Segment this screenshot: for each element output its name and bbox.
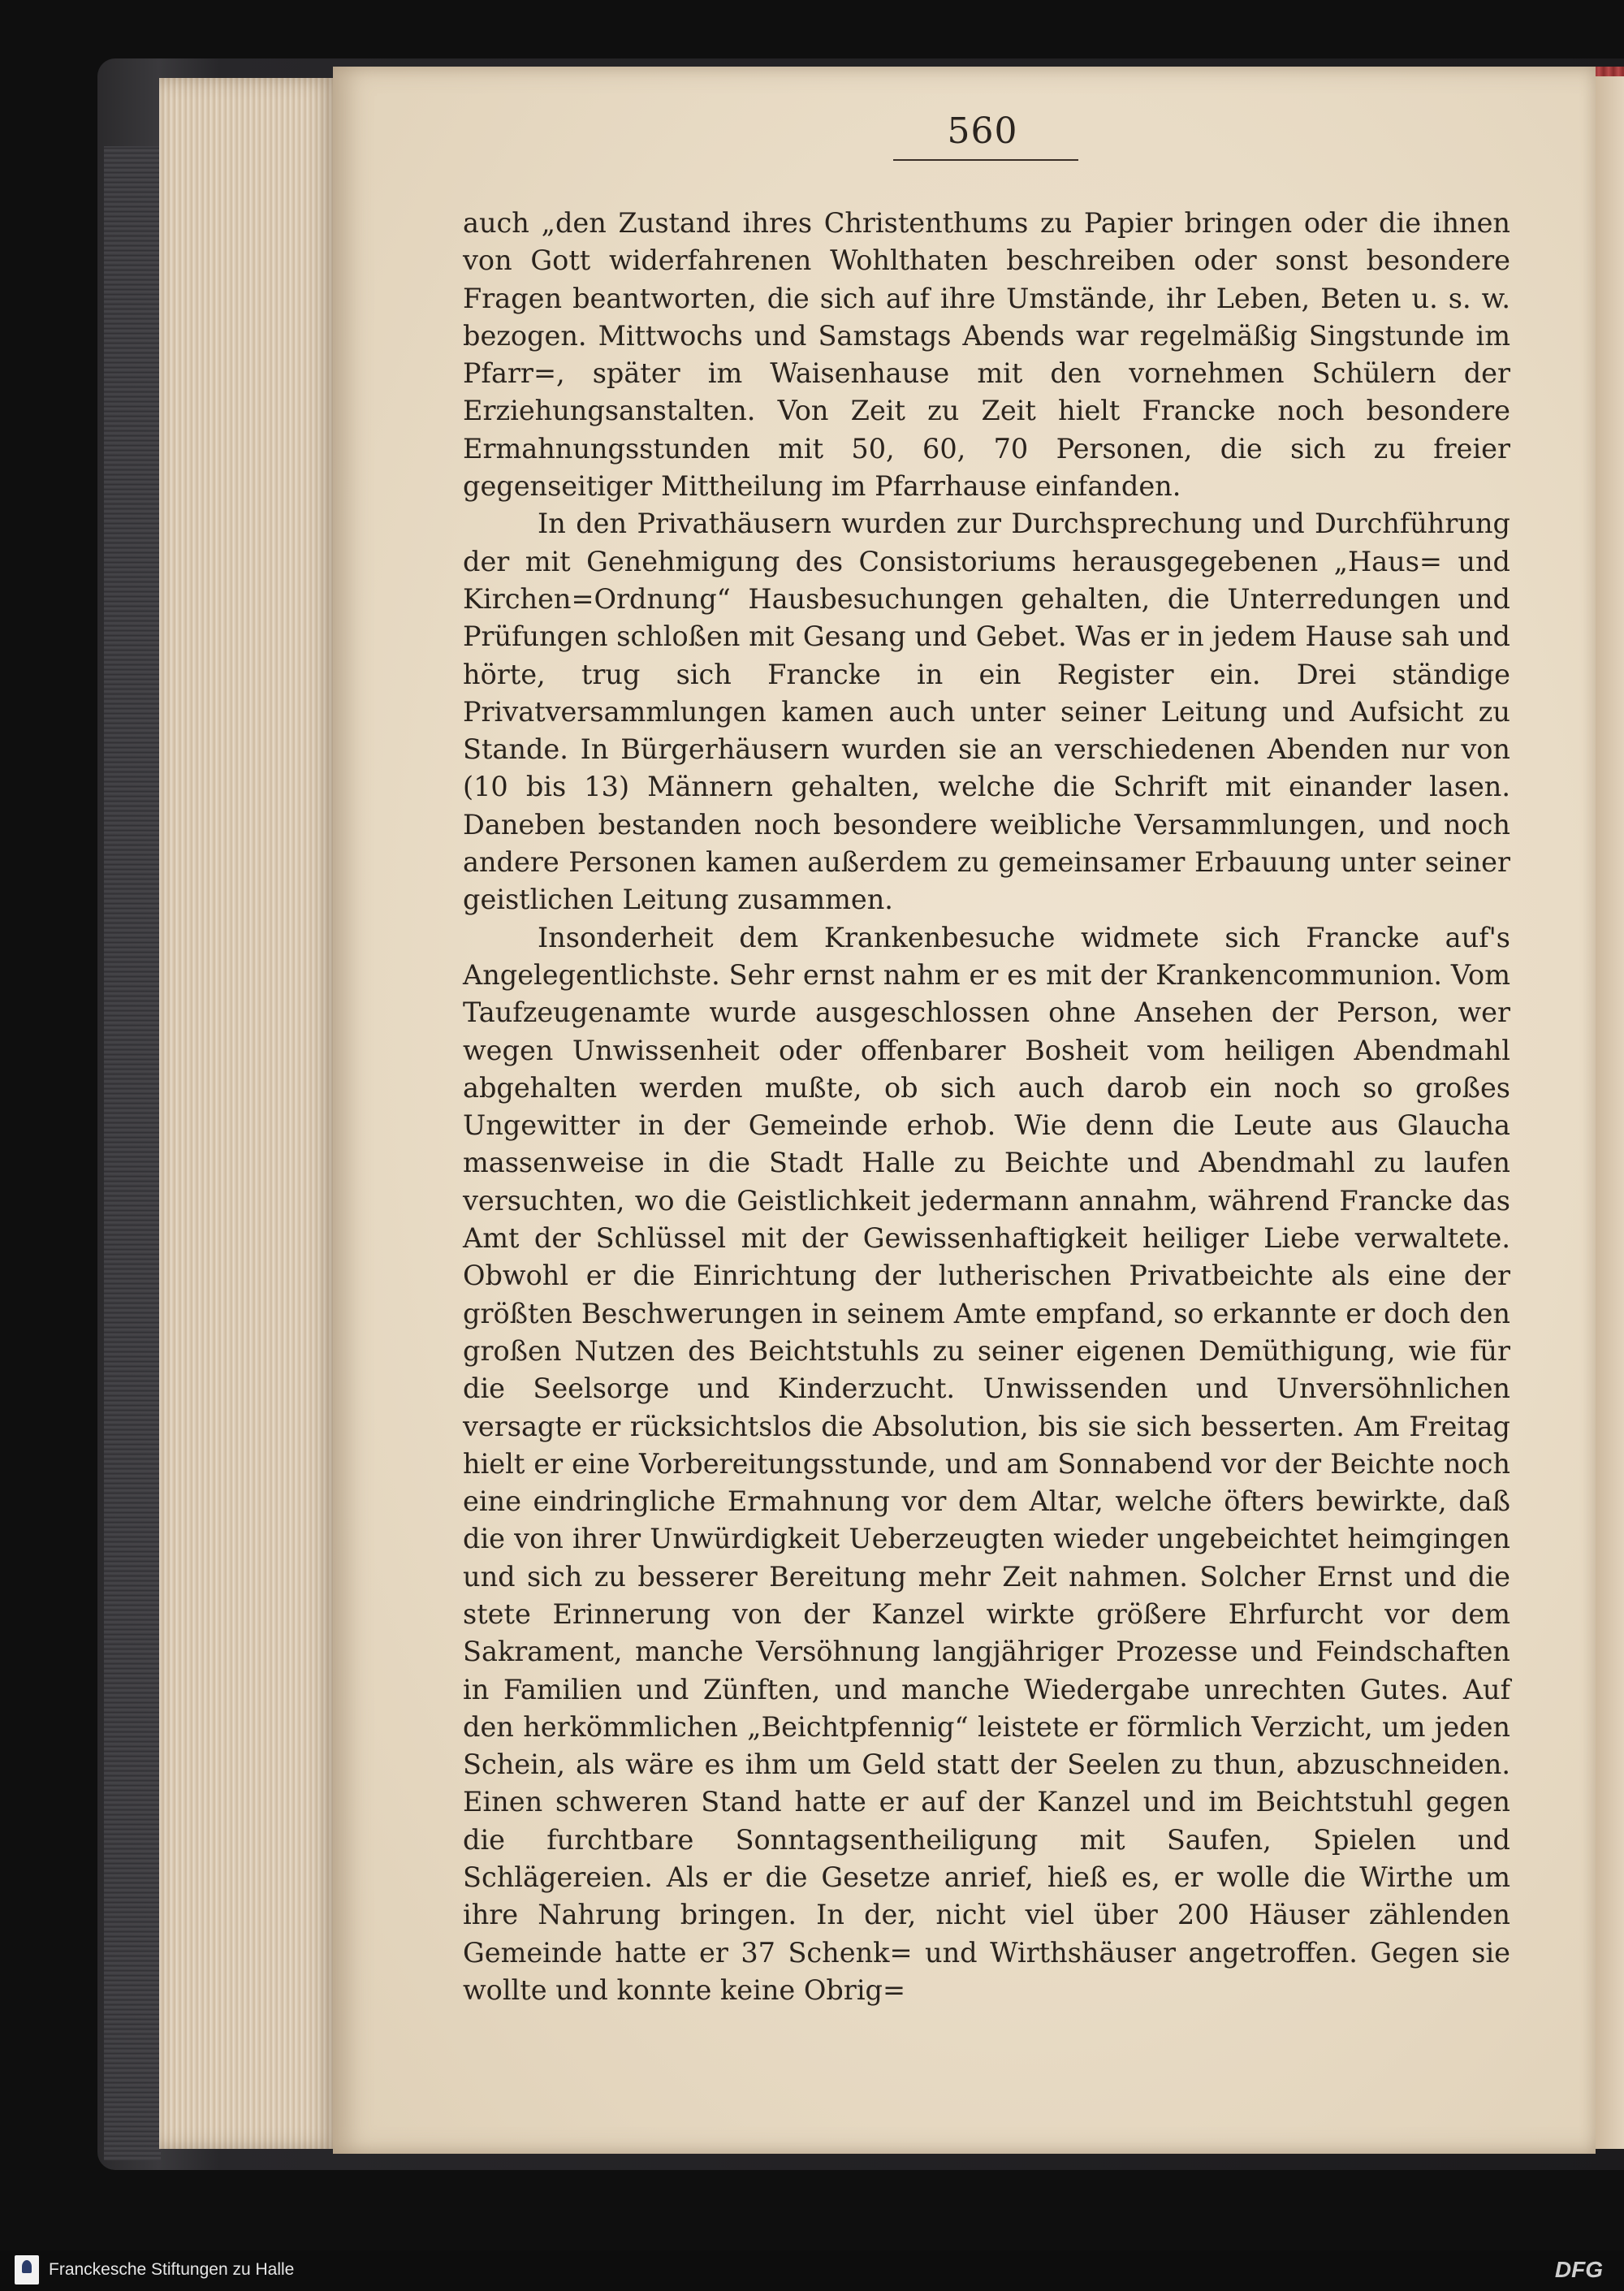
body-text [463, 205, 1510, 2009]
book-spine-edge [104, 146, 161, 2160]
page-number-rule [893, 159, 1078, 161]
institution-logo-icon [15, 2255, 39, 2285]
page-number: 560 [947, 110, 1018, 152]
viewer-footer [0, 2250, 1624, 2291]
paragraph-1: auch „den Zustand ihres Christenthums zu Papier bringen oder die ihnen von Gott widerfahrenen Wohlthaten beschreiben oder sonst besondere Fragen beantworten, die sich auf ihre Umstände, ihr Leben, Beten u. s. w. bezogen. Mittwochs und Samstags Abends war regelmäßig Singstunde im Pfarr=, später im Waisenhause mit den vornehmen Schülern der Erziehungsanstalten. Von Zeit zu Zeit hielt Francke noch besondere Ermahnungsstunden mit 50, 60, 70 Personen, die sich zu freier gegenseitiger Mittheilung im Pfarrhause einfanden. [463, 207, 1510, 503]
dfg-logo: DFG [1554, 2257, 1603, 2282]
page-edges [159, 78, 338, 2149]
facing-page-edge [1593, 70, 1624, 2149]
paragraph-2: In den Privathäusern wurden zur Durchsprechung und Durchführung der mit Genehmigung des Consistoriums herausgegebenen „Haus= und Kirchen=Ordnung“ Hausbesuchungen gehalten, die Unterredungen und Prüfungen schloßen mit Gesang und Gebet. Was er in jedem Hause sah und hörte, trug sich Francke in ein Register ein. Drei ständige Privatversammlungen kamen auch unter seiner Leitung und Aufsicht zu Stande. In Bürgerhäusern wurden sie an verschiedenen Abenden nur von (10 bis 13) Männern gehalten, welche die Schrift mit einander lasen. Daneben bestanden noch besondere weibliche Versammlungen, und noch andere Personen kamen außerdem zu gemeinsamer Erbauung unter seiner geistlichen Leitung zusammen. [463, 508, 1510, 916]
institution-name: Franckesche Stiftungen zu Halle [49, 2260, 295, 2279]
paragraph-3: Insonderheit dem Krankenbesuche widmete sich Francke auf's Angelegentlichste. Sehr ernst nahm er es mit der Krankencommunion. Vom Taufzeugenamte wurde ausgeschlossen ohne Ansehen der Person, wer wegen Unwissenheit oder offenbarer Bosheit vom heiligen Abendmahl abgehalten werden mußte, ob sich auch darob ein noch so großes Ungewitter in der Gemeinde erhob. Wie denn die Leute aus Glaucha massenweise in die Stadt Halle zu Beichte und Abendmahl zu laufen versuchten, wo die Geistlichkeit jedermann annahm, während Francke das Amt der Schlüssel mit der Gewissenhaftigkeit heiliger Liebe verwaltete. Obwohl er die Einrichtung der lutherischen Privatbeichte als eine der größten Beschwerungen in seinem Amte empfand, so erkannte er doch den großen Nutzen des Beichtstuhls zu seiner eigenen Demüthigung, wie für die Seelsorge und Kinderzucht. Unwissenden und Unversöhnlichen versagte er rücksichtslos die Absolution, bis sie sich besserten. Am Freitag hielt er eine Vorbereitungsstunde, und am Sonnabend vor der Beichte noch eine eindringliche Ermahnung vor dem Altar, welche öfters bewirkte, daß die von ihrer Unwürdigkeit Ueberzeugten wieder ungebeichtet heimgingen und sich zu besserer Bereitung mehr Zeit nahmen. Solcher Ernst und die stete Erinnerung von der Kanzel wirkte größere Ehrfurcht vor dem Sakrament, manche Versöhnung langjähriger Prozesse und Feindschaften in Familien und Zünften, und manche Wiedergabe unrechten Gutes. Auf den herkömmlichen „Beichtpfennig“ leistete er förmlich Verzicht, um jeden Schein, als wäre es ihm um Geld statt der Seelen zu thun, abzuschneiden. Einen schweren Stand hatte er auf der Kanzel und im Beichtstuhl gegen die furchtbare Sonntagsentheiligung mit Saufen, Spielen und Schlägereien. Als er die Gesetze anrief, hieß es, er wolle die Wirthe um ihre Nahrung bringen. In der, nicht viel über 200 Häuser zählenden Gemeinde hatte er 37 Schenk= und Wirthshäuser angetroffen. Gegen sie wollte und konnte keine Obrig= [463, 921, 1510, 2006]
